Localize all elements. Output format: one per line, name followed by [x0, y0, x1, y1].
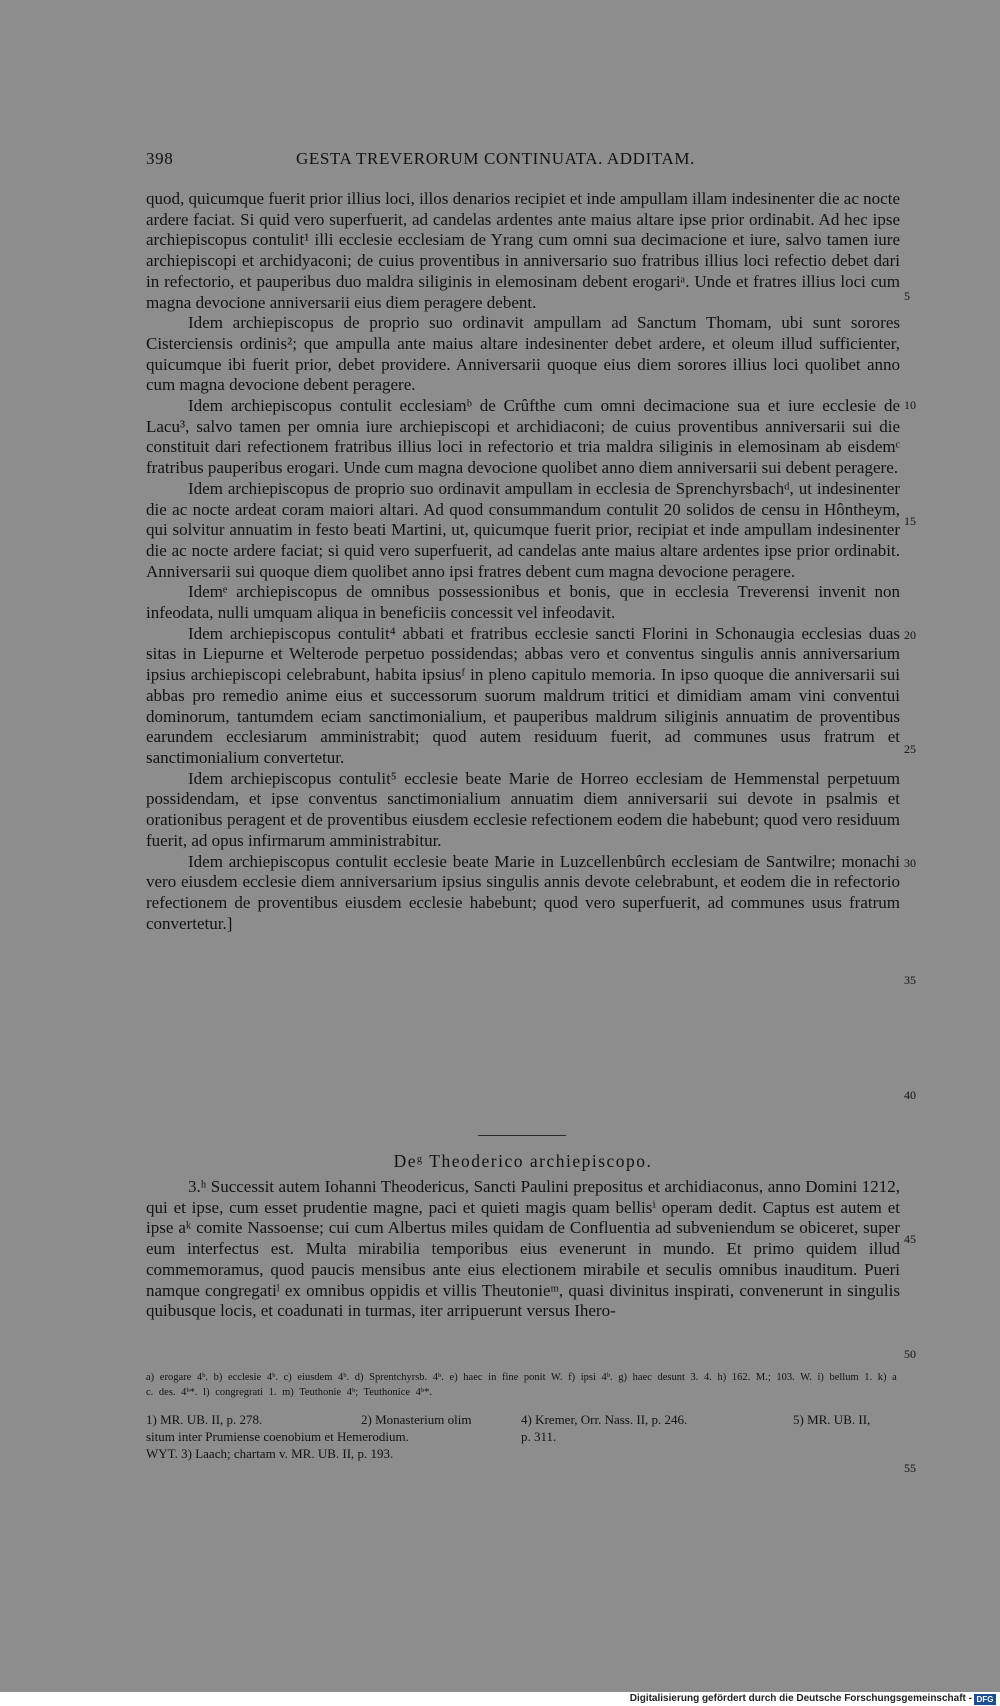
footnote: p. 311.: [521, 1429, 557, 1444]
footnote: 2) Monasterium olim: [361, 1412, 472, 1427]
footnote-column: [361, 1411, 511, 1428]
paragraph: Idem archiepiscopus de proprio suo ordinavit ampullam in ecclesia de Sprenchyrsbachᵈ, ut indesinenter die ac nocte ardeat coram maiori altari. Ad quod consummandum contulit 20 solidos de censu in Hônthеym, qui solvitur annuatim in festo beati Martini, ut, quicumque fuerit prior, recipiat et inde ampullam indesinenter die ac nocte ardere faciat; si quid vero superfuerit, ad candelas ante maius altare ardentes ipse prior ordinabit. Anniversarii sui quoque diem quolibet anno ipsi fratres debent cum magna devocione peragere.: [146, 478, 900, 581]
line-number: 10: [904, 398, 916, 412]
line-number: 50: [904, 1347, 916, 1361]
main-text: [146, 189, 900, 934]
footnote-column: [521, 1411, 771, 1445]
footnote-column: [146, 1411, 409, 1462]
footnote: 5) MR. UB. II,: [793, 1412, 871, 1427]
line-number: 15: [904, 514, 916, 528]
line-number: 35: [904, 973, 916, 987]
page-number: 398: [146, 149, 174, 168]
line-number: 30: [904, 856, 916, 870]
line-number: 45: [904, 1232, 916, 1246]
paragraph: 3.ʰ Successit autem Iohanni Theodericus, Sancti Paulini prepositus et archidiaconus, anno Domini 1212, qui et ipse, cum esset prudentie magne, paci et quieti magis quam bellisⁱ operam dedit. Captus est autem et ipse aᵏ comite Nassoense; cui cum Albertus miles quidam de Confluentia ad subveniendum se obiceret, super eum interfectus est. Multa mirabilia temporibus eius evenerunt in mundo. Et primo quidem illud commemoramus, quod paucis mensibus ante eius electionem mirabile et seculis omnibus inauditum. Pueri namque congregatiˡ ex omnibus oppidis et villis Theutonieᵐ, quasi divinitus inspirati, convenerunt in singulis quibusque locis, et coadunati in turmas, iter arripuerunt versus Ihero-: [146, 1177, 900, 1321]
paragraph: quod, quicumque fuerit prior illius loci, illos denarios recipiet et inde ampullam illam indesinenter die ac nocte ardere faciat. Si quid vero superfuerit, ad candelas ardentes ante maius altare ipse prior ordinabit. Ad hec ipse archiepiscopus contulit¹ illi ecclesie ecclesiam de Yrang cum omni sua decimacione et iure, salvo tamen iure archiepiscopi et archidyaconi; de cuius proventibus in anniversario suo fratribus illius loci refectio debet dari in refectorio, et pauperibus duo maldra siliginis in elemosinam debent erogariᵃ. Unde et fratres illius loci cum magna devocione anniversarii eius diem peragere debent.: [146, 189, 900, 312]
footnote-column: [793, 1411, 900, 1428]
section-divider: [478, 1135, 566, 1136]
paragraph: Idemᵉ archiepiscopus de omnibus possessionibus et bonis, que in ecclesia Treverensi invenit non infeodata, nulli umquam aliqua in beneficiis concessit vel infeodavit.: [146, 582, 900, 623]
variant-notes: a) erogare 4ᵇ. b) ecclesie 4ᵇ. c) eiusdem 4ᵇ. d) Sprentchyrsb. 4ᵇ. e) haec in fine ponit W. f) ipsi 4ᵇ. g) haec desunt 3. 4. h) 162. M.; 103. W. i) bellum 1. k) a c. des. 4ᵇ*. l) congregrati 1. m) Teuthonie 4ᵇ; Teuthonice 4ᵇ*.: [146, 1372, 897, 1398]
line-number: 55: [904, 1461, 916, 1475]
paragraph: Idem archiepiscopus contulit ecclesie beate Marie in Luzcellenbûrch ecclesiam de Santwilre; monachi vero eiusdem ecclesie diem anniversarium ipsius singulis annis devote celebrabunt, et eodem die in refectorio refectionem de proventibus eiusdem ecclesie habebunt; quod vero superfuerit, ad communes usus fratrum convertetur.]: [146, 851, 900, 933]
paragraph: Idem archiepiscopus contulit ecclesiamᵇ de Crûfthe cum omni decimacione sua et iure ecclesie de Lacu³, salvo tamen per omnia iure archiepiscopi et archidiaconi; de cuius proventibus anniversarii sui die constituit dari refectionem fratribus illius loci in refectorio et tria maldra siliginis in elemosinam ab eisdemᶜ fratribus pauperibus erogari. Unde cum magna devocione quolibet anno diem anniversarii sui debent peragere.: [146, 396, 900, 478]
line-number: 40: [904, 1088, 916, 1102]
line-number: 25: [904, 742, 916, 756]
section-text: [146, 1177, 900, 1322]
paragraph: Idem archiepiscopus contulit⁴ abbati et fratribus ecclesie sancti Florini in Schonaugia ecclesias duas sitas in Liepurne et Welterode perpetuo possidendas; abbas vero et conventus singulis annis anniversarium ipsius archiepiscopi celebrabunt, habita ipsiusᶠ in pleno capitulo memoria. In ipso quoque die anniversarii sui abbas pro remedio anime eius et successorum suorum maldrum tritici et dimidiam amam vini conventui dominorum, tantumdem eciam sanctimonialium, et pauperibus maldrum siliginis annuatim de proventibus earundem ecclesiarum amministrabit; quod autem residuum fuerit, ad communes usus fratrum et sanctimonialium convertetur.: [146, 623, 900, 767]
footnote: WYT. 3) Laach; chartam v. MR. UB. II, p. 193.: [146, 1446, 394, 1461]
footnote: 4) Kremer, Orr. Nass. II, p. 246.: [521, 1412, 688, 1427]
section-heading: Deᵍ Theoderico archiepiscopo.: [393, 1151, 653, 1171]
line-number: 20: [904, 628, 916, 642]
digitization-credit: Digitalisierung gefördert durch die Deutsche Forschungsgemeinschaft -: [629, 1693, 972, 1704]
running-header: [146, 149, 900, 173]
running-title: GESTA TREVERORUM CONTINUATA. ADDITAM.: [296, 149, 695, 168]
footnote: situm inter Prumiense coenobium et Hemerodium.: [146, 1429, 409, 1444]
line-number: 5: [904, 289, 910, 303]
dfg-logo: DFG: [974, 1694, 996, 1705]
paragraph: Idem archiepiscopus de proprio suo ordinavit ampullam ad Sanctum Thomam, ubi sunt sorores Cisterciensis ordinis²; que ampulla ante maius altare indesinenter debet ardere, et oleum illud sufficienter, quicumque ibi fuerit prior, debet providere. Anniversarii quoque eius diem sorores illius loci quolibet anno cum magna devocione debent peragere.: [146, 313, 900, 395]
paragraph: Idem archiepiscopus contulit⁵ ecclesie beate Marie de Horreo ecclesiam de Hemmenstal perpetuum possidendam, et ipse conventus sanctimonialium annuatim diem anniversarii sui devote in psalmis et orationibus peragent et de proventibus eiusdem ecclesie refectionem eodem die habebunt; quod vero residuum fuerit, ad opus infirmarum amministrabitur.: [146, 768, 900, 850]
footnote: 1) MR. UB. II, p. 278.: [146, 1412, 263, 1427]
